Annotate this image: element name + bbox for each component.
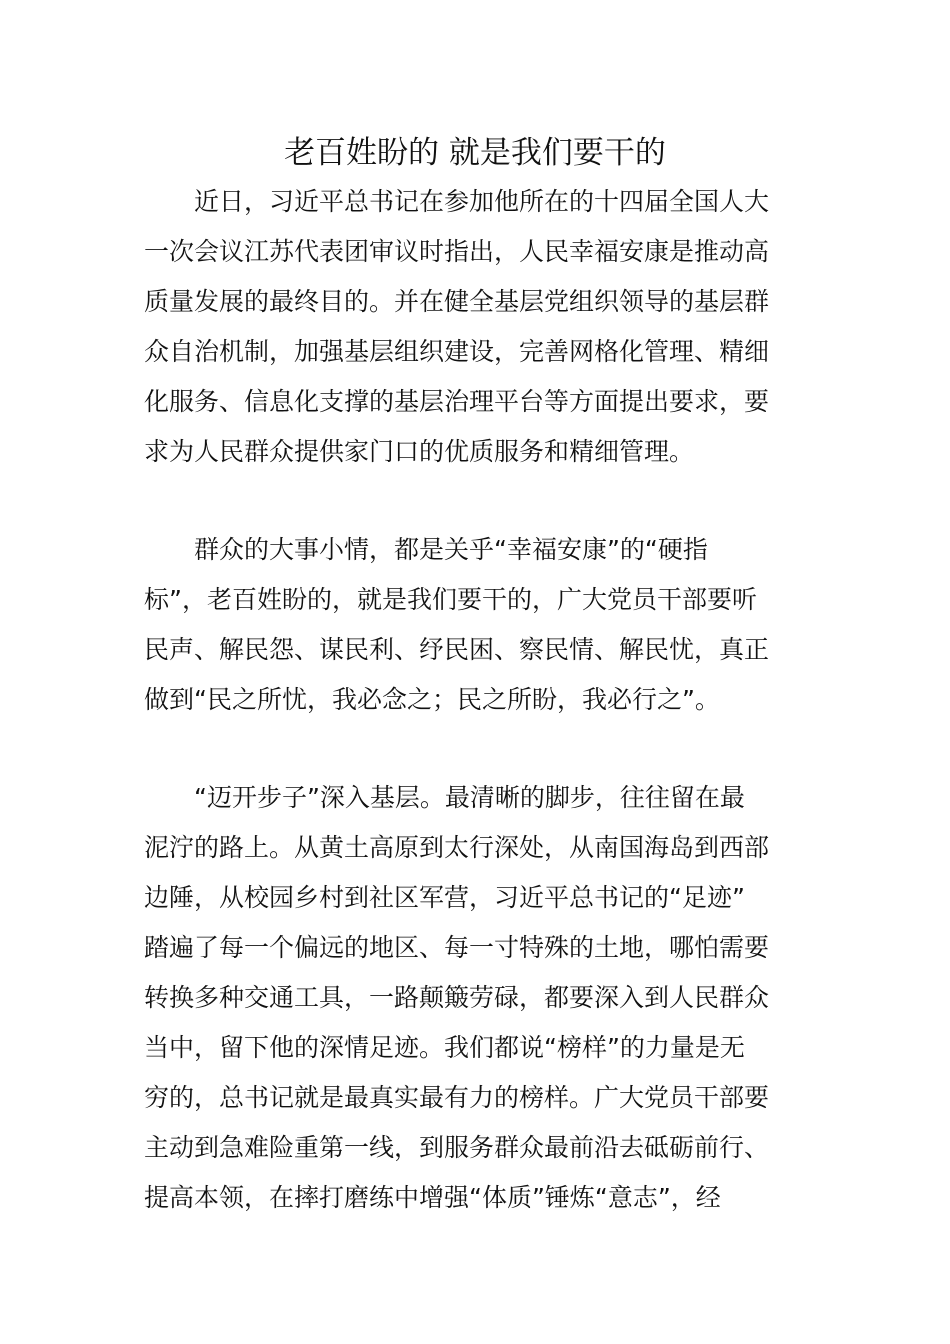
paragraph-3-line-6: 当中，留下他的深情足迹。我们都说“榜样”的力量是无 [144, 1033, 745, 1062]
paragraph-3-line-2: 泥泞的路上。从黄土高原到太行深处，从南国海岛到西部 [144, 833, 770, 862]
paragraph-3-line-3: 边陲，从校园乡村到社区军营，习近平总书记的“足迹” [144, 883, 745, 912]
paragraph-3-line-4: 踏遍了每一个偏远的地区、每一寸特殊的土地，哪怕需要 [144, 933, 770, 962]
document-title: 老百姓盼的 就是我们要干的 [284, 135, 666, 171]
paragraph-1-line-1: 近日，习近平总书记在参加他所在的十四届全国人大 [194, 187, 770, 216]
paragraph-1-line-3: 质量发展的最终目的。并在健全基层党组织领导的基层群 [144, 287, 770, 316]
paragraph-1-line-2: 一次会议江苏代表团审议时指出，人民幸福安康是推动高 [144, 237, 770, 266]
paragraph-3-line-8: 主动到急难险重第一线，到服务群众最前沿去砥砺前行、 [144, 1133, 770, 1162]
paragraph-2-line-4: 做到“民之所忧，我必念之；民之所盼，我必行之”。 [144, 685, 720, 714]
paragraph-1-line-6: 求为人民群众提供家门口的优质服务和精细管理。 [144, 437, 695, 466]
paragraph-1-line-4: 众自治机制，加强基层组织建设，完善网格化管理、精细 [144, 337, 770, 366]
paragraph-2-line-1: 群众的大事小情，都是关乎“幸福安康”的“硬指 [194, 535, 708, 564]
paragraph-2-line-2: 标”，老百姓盼的，就是我们要干的，广大党员干部要听 [144, 585, 757, 614]
paragraph-1-line-5: 化服务、信息化支撑的基层治理平台等方面提出要求，要 [144, 387, 770, 416]
paragraph-3-line-9: 提高本领，在摔打磨练中增强“体质”锤炼“意志”，经 [144, 1183, 721, 1212]
paragraph-3-line-1: “迈开步子”深入基层。最清晰的脚步，往往留在最 [194, 783, 745, 812]
paragraph-2-line-3: 民声、解民怨、谋民利、纾民困、察民情、解民忧，真正 [144, 635, 770, 664]
paragraph-3-line-7: 穷的，总书记就是最真实最有力的榜样。广大党员干部要 [144, 1083, 770, 1112]
paragraph-3-line-5: 转换多种交通工具，一路颠簸劳碌，都要深入到人民群众 [144, 983, 770, 1012]
